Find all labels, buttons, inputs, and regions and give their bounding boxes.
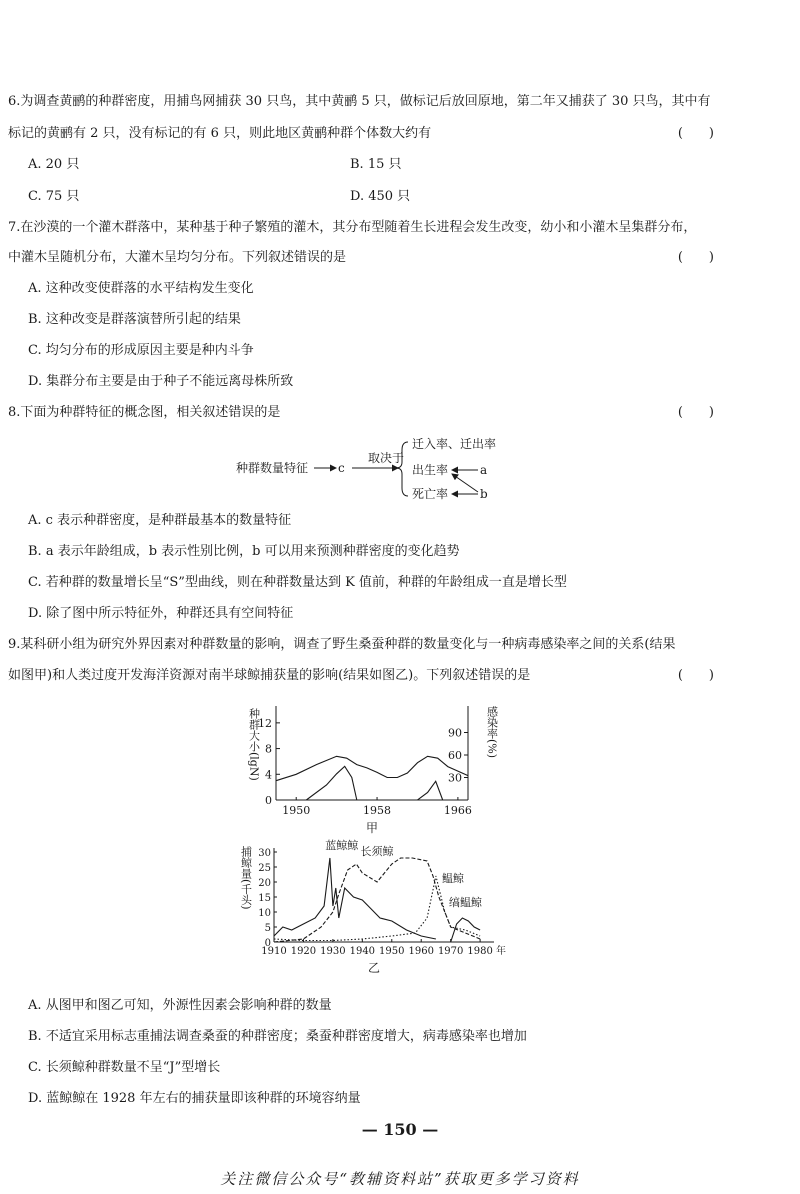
- jia-y2-axis-label: 感染率(%): [485, 706, 499, 759]
- q7-option-d: D. 集群分布主要是由于种子不能远离母株所致: [28, 374, 294, 389]
- yi-x-tick-label: 1950: [379, 946, 405, 957]
- yi-x-tick-label: 1940: [349, 946, 376, 957]
- yi-y-tick-label: 5: [264, 923, 271, 934]
- yi-x-tick-label: 1980: [467, 946, 493, 957]
- chart-yi: [236, 838, 516, 978]
- q6-option-d: D. 450 只: [350, 189, 411, 204]
- jia-y-axis-label: 种群大小(lgN): [247, 708, 261, 781]
- diagram-root-label: 种群数量特征: [236, 461, 309, 475]
- q9-line2: 如图甲)和人类过度开发海洋资源对南半球鲸捕获量的影响(结果如图乙)。下列叙述错误的是: [8, 668, 531, 683]
- diagram-item-birth: 出生率: [412, 463, 449, 477]
- q7-line1: 7.在沙漠的一个灌木群落中，某种基于种子繁殖的灌木，其分布型随着生长进程会发生改变，幼小和小灌木呈集群分布，: [8, 220, 697, 235]
- q7-line2: 中灌木呈随机分布，大灌木呈均匀分布。下列叙述错误的是: [8, 250, 347, 265]
- q8-option-b: B. a 表示年龄组成，b 表示性别比例，b 可以用来预测种群密度的变化趋势: [28, 544, 460, 559]
- yi-y-tick-label: 30: [258, 848, 271, 859]
- jia-x-tick-label: 1958: [363, 804, 392, 817]
- q7-option-c: C. 均匀分布的形成原因主要是种内斗争: [28, 343, 254, 358]
- q8-answer-paren: ( ): [677, 405, 714, 420]
- jia-x-tick-label: 1950: [282, 804, 311, 817]
- diagram-item-migration: 迁入率、迁出率: [412, 437, 497, 451]
- jia-series-population: [276, 756, 468, 780]
- q7-option-a: A. 这种改变使群落的水平结构发生变化: [28, 281, 254, 296]
- q8-line1: 8.下面为种群特征的概念图，相关叙述错误的是: [8, 405, 281, 420]
- jia-y2-tick-label: 60: [448, 749, 462, 762]
- jia-y-tick-label: 12: [258, 716, 272, 730]
- jia-title: 甲: [365, 821, 379, 835]
- diagram-a-label: a: [480, 463, 488, 477]
- q6-option-a: A. 20 只: [28, 157, 80, 172]
- q9-line1: 9.某科研小组为研究外界因素对种群数量的影响，调查了野生桑蚕种群的数量变化与一种病毒感染率之间的关系(结果: [8, 637, 676, 652]
- yi-x-tick-label: 1920: [290, 946, 317, 957]
- yi-x-axis-label: 年: [496, 946, 506, 957]
- yi-x-tick-label: 1910: [261, 946, 287, 957]
- q8-option-d: D. 除了图中所示特征外，种群还具有空间特征: [28, 606, 294, 621]
- diagram-arrow-b-birth: [452, 474, 478, 492]
- q6-option-b: B. 15 只: [350, 157, 402, 172]
- population-concept-diagram: [230, 436, 550, 504]
- yi-x-tick-label: 1960: [408, 946, 434, 957]
- yi-y-tick-label: 15: [258, 893, 271, 904]
- q9-option-d: D. 蓝鲸鲸在 1928 年左右的捕获量即该种群的环境容纳量: [28, 1091, 361, 1106]
- yi-series-label: 鳁鲸: [441, 872, 464, 885]
- yi-title: 乙: [367, 961, 381, 975]
- chart-jia: [236, 698, 516, 838]
- q9-answer-paren: ( ): [677, 668, 714, 683]
- diagram-depends-label: 取决于: [368, 451, 405, 465]
- yi-y-tick-label: 10: [258, 908, 271, 919]
- q9-option-a: A. 从图甲和图乙可知，外源性因素会影响种群的数量: [28, 998, 332, 1013]
- yi-y-tick-label: 0: [264, 938, 271, 949]
- yi-series-label: 蓝鲸鲸: [325, 839, 359, 852]
- jia-y-tick-label: 8: [265, 742, 272, 756]
- q7-option-b: B. 这种改变是群落演替所引起的结果: [28, 312, 241, 327]
- yi-y-tick-label: 20: [258, 878, 271, 889]
- q6-answer-paren: ( ): [677, 126, 714, 141]
- q6-line2: 标记的黄鹂有 2 只，没有标记的有 6 只，则此地区黄鹂种群个体数大约有: [8, 126, 432, 141]
- q6-option-c: C. 75 只: [28, 189, 80, 204]
- yi-x-tick-label: 1970: [437, 946, 464, 957]
- yi-y-tick-label: 25: [258, 863, 271, 874]
- yi-y-axis-label: 捕鲸量(千头): [239, 846, 253, 910]
- diagram-b-label: b: [480, 487, 488, 501]
- jia-y-tick-label: 4: [265, 768, 272, 782]
- yi-series-label: 长须鲸: [360, 845, 394, 858]
- footer-promo-text: 关注微信公众号“教辅资料站”获取更多学习资料: [220, 1170, 580, 1188]
- q8-option-c: C. 若种群的数量增长呈“S”型曲线，则在种群数量达到 K 值前，种群的年龄组成一直是增长型: [28, 575, 567, 590]
- yi-series-label: 缟鳁鲸: [448, 896, 482, 909]
- jia-y2-tick-label: 30: [448, 771, 462, 785]
- jia-y-tick-label: 0: [265, 794, 272, 807]
- q9-option-b: B. 不适宜采用标志重捕法调查桑蚕的种群密度；桑蚕种群密度增大，病毒感染率也增加: [28, 1029, 527, 1044]
- yi-x-tick-label: 1930: [320, 946, 346, 957]
- q6-line1: 6.为调查黄鹂的种群密度，用捕鸟网捕获 30 只鸟，其中黄鹂 5 只，做标记后放回原地，第二年又捕获了 30 只鸟，其中有: [8, 94, 711, 109]
- yi-series-3: [451, 918, 480, 942]
- diagram-c-label: c: [338, 461, 345, 475]
- diagram-item-death: 死亡率: [412, 487, 449, 501]
- yi-series-0: [274, 858, 436, 939]
- q7-answer-paren: ( ): [677, 250, 714, 265]
- q9-option-c: C. 长须鲸种群数量不呈“J”型增长: [28, 1060, 221, 1075]
- jia-x-tick-label: 1966: [443, 804, 472, 817]
- jia-y2-tick-label: 90: [448, 726, 462, 740]
- page-number: — 150 —: [361, 1120, 439, 1139]
- q8-option-a: A. c 表示种群密度，是种群最基本的数量特征: [28, 513, 292, 528]
